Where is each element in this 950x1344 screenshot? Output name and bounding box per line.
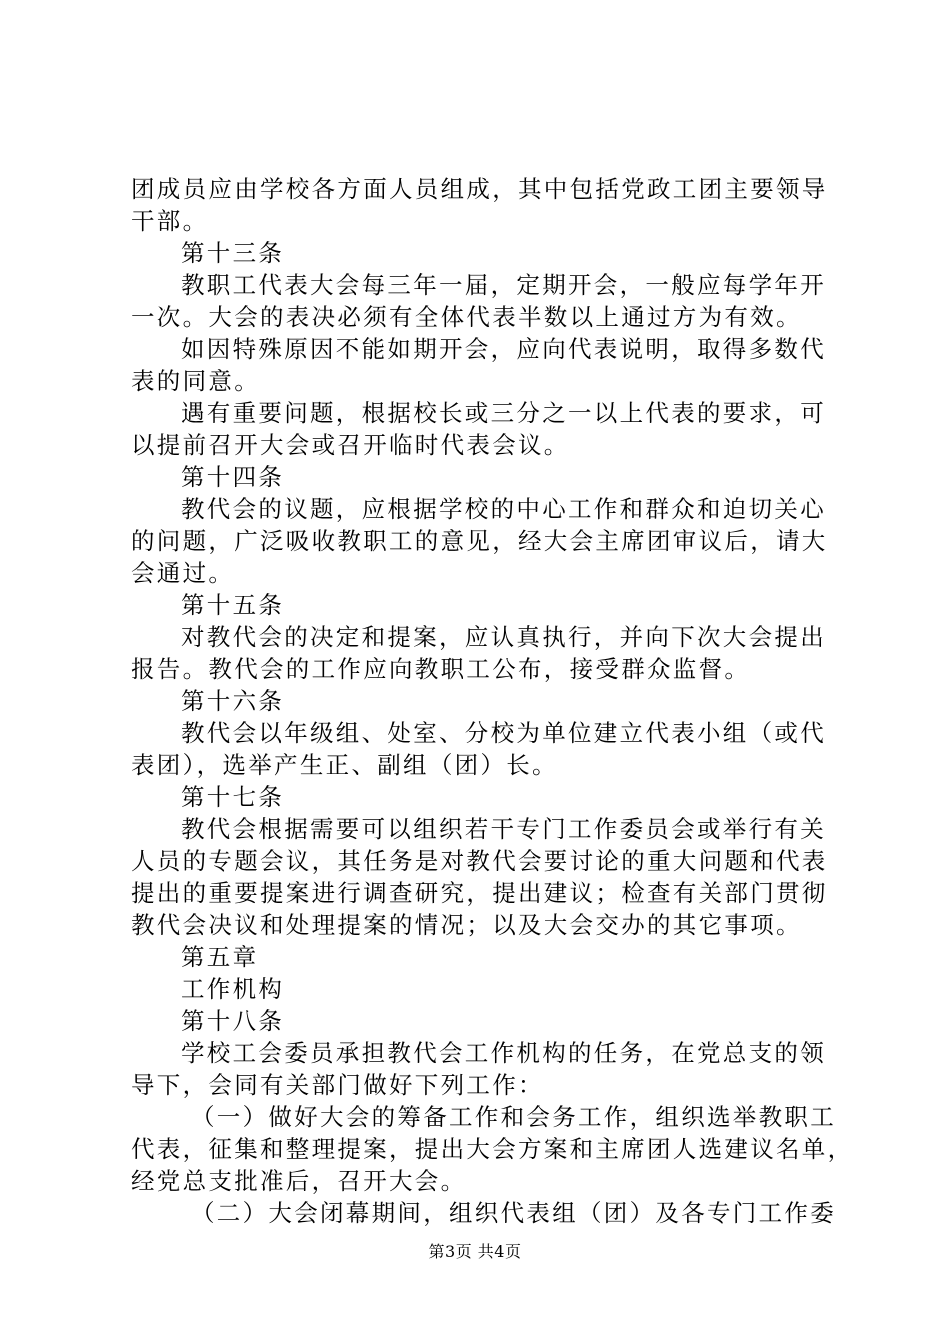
text-line: 对教代会的决定和提案，应认真执行，并向下次大会提出: [181, 623, 826, 651]
text-line: 教代会决议和处理提案的情况；以及大会交办的其它事项。: [131, 911, 802, 939]
text-line: 教职工代表大会每三年一届，定期开会，一般应每学年开: [181, 271, 826, 299]
text-line: 报告。教代会的工作应向教职工公布，接受群众监督。: [131, 655, 751, 683]
text-line: 提出的重要提案进行调查研究，提出建议；检查有关部门贯彻: [131, 879, 828, 907]
text-line: 遇有重要问题，根据校长或三分之一以上代表的要求，可: [181, 399, 826, 427]
text-line: 人员的专题会议，其任务是对教代会要讨论的重大问题和代表: [131, 847, 828, 875]
text-line: 教代会以年级组、处室、分校为单位建立代表小组（或代: [181, 719, 826, 747]
text-line: 第十七条: [181, 783, 285, 811]
text-line: 如因特殊原因不能如期开会，应向代表说明，取得多数代: [181, 335, 826, 363]
text-line: 第十八条: [181, 1007, 285, 1035]
text-line: 经党总支批准后，召开大会。: [131, 1167, 467, 1195]
text-line: 第十六条: [181, 687, 285, 715]
text-line: 第五章: [181, 943, 259, 971]
text-line: 第十四条: [181, 463, 285, 491]
text-line: 干部。: [131, 207, 209, 235]
text-line: 表团），选举产生正、副组（团）长。: [131, 751, 558, 779]
text-line: 团成员应由学校各方面人员组成，其中包括党政工团主要领导: [131, 175, 828, 203]
text-line: 以提前召开大会或召开临时代表会议。: [131, 431, 570, 459]
text-line: 一次。大会的表决必须有全体代表半数以上通过方为有效。: [131, 303, 802, 331]
text-line: （二）大会闭幕期间，组织代表组（团）及各专门工作委: [191, 1199, 836, 1227]
text-line: 导下，会同有关部门做好下列工作：: [131, 1071, 544, 1099]
page-footer: 第3页 共4页: [428, 1242, 522, 1261]
text-line: 的问题，广泛吸收教职工的意见，经大会主席团审议后，请大: [131, 527, 828, 555]
text-line: 教代会根据需要可以组织若干专门工作委员会或举行有关: [181, 815, 826, 843]
text-line: 学校工会委员承担教代会工作机构的任务，在党总支的领: [181, 1039, 826, 1067]
text-line: 工作机构: [181, 975, 285, 1003]
text-line: （一）做好大会的筹备工作和会务工作，组织选举教职工: [191, 1103, 836, 1131]
document-body: [131, 173, 854, 1229]
text-line: 代表，征集和整理提案，提出大会方案和主席团人选建议名单，: [131, 1135, 854, 1163]
text-line: 教代会的议题，应根据学校的中心工作和群众和迫切关心: [181, 495, 826, 523]
text-line: 表的同意。: [131, 367, 260, 395]
text-line: 第十三条: [181, 239, 285, 267]
text-line: 第十五条: [181, 591, 285, 619]
text-line: 会通过。: [131, 559, 235, 587]
